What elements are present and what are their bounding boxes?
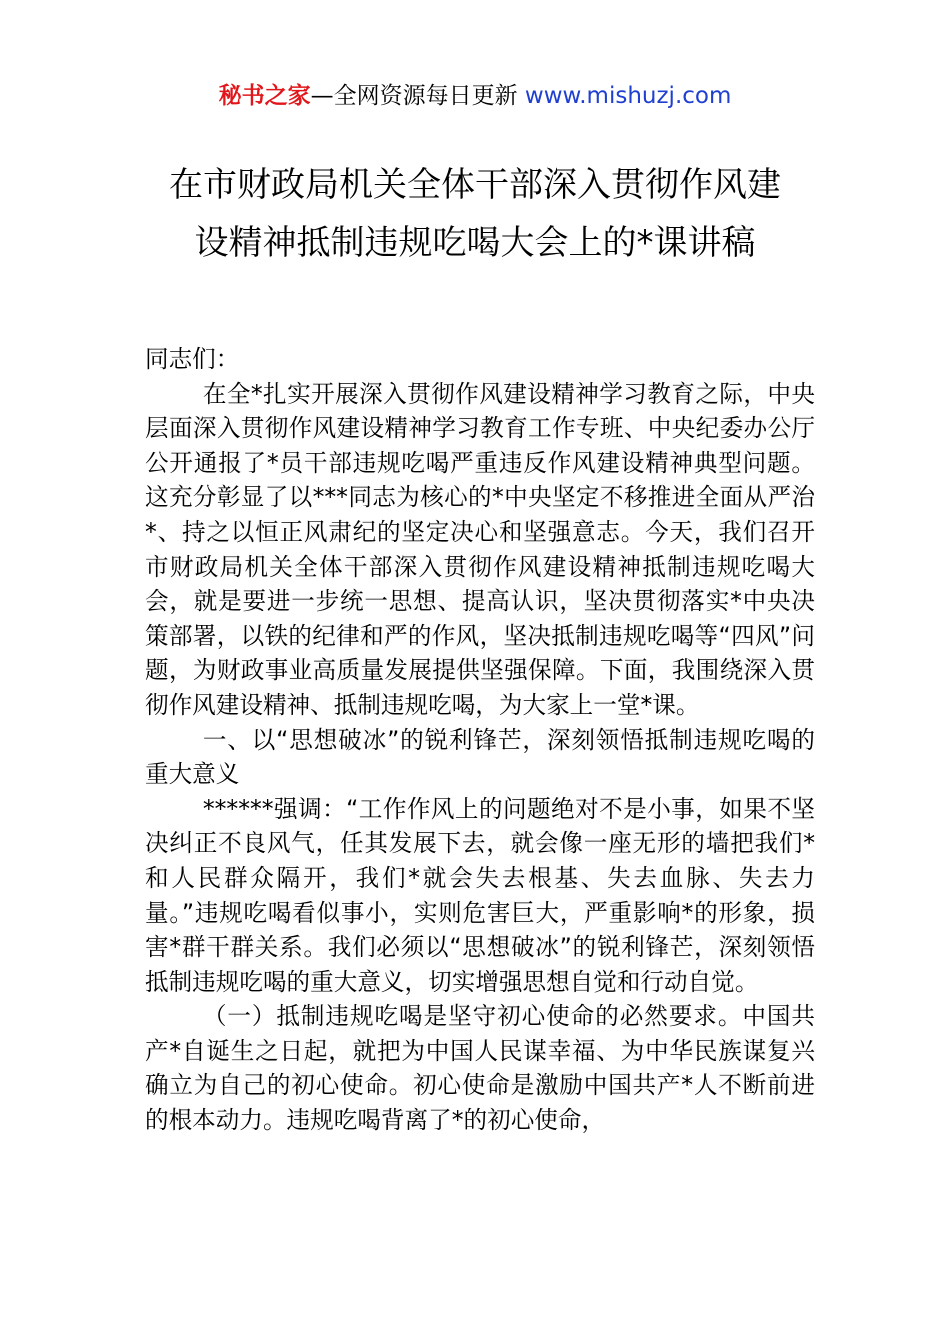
section-heading-1: 一、以“思想破冰”的锐利锋芒，深刻领悟抵制违规吃喝的重大意义 <box>145 725 815 789</box>
paragraph-intro: 在全*扎实开展深入贯彻作风建设精神学习教育之际，中央层面深入贯彻作风建设精神学习教育工作专班、中央纪委办公厅公开通报了*员干部违规吃喝严重违反作风建设精神典型问题。这充分彰显了以***同志为核心的*中央坚定不移推进全面从严治*、持之以恒正风肃纪的坚定决心和坚强意志。今天，我们召开市财政局机关全体干部深入贯彻作风建设精神抵制违规吃喝大会，就是要进一步统一思想、提高认识，坚决贯彻落实*中央决策部署，以铁的纪律和严的作风，坚决抵制违规吃喝等“四风”问题，为财政事业高质量发展提供坚强保障。下面，我围绕深入贯彻作风建设精神、抵制违规吃喝，为大家上一堂*课。 <box>145 379 815 719</box>
site-tagline: —全网资源每日更新 <box>310 83 518 109</box>
site-brand: 秘书之家 <box>218 83 311 109</box>
title-line-2: 设精神抵制违规吃喝大会上的*课讲稿 <box>194 223 756 263</box>
paragraph-quote: ******强调：“工作作风上的问题绝对不是小事，如果不坚决纠正不良风气，任其发展下去，就会像一座无形的墙把我们*和人民群众隔开，我们*就会失去根基、失去血脉、失去力量。”违规吃喝看似事小，实则危害巨大，严重影响*的形象，损害*群干群关系。我们必须以“思想破冰”的锐利锋芒，深刻领悟抵制违规吃喝的重大意义，切实增强思想自觉和行动自觉。 <box>145 794 815 996</box>
paragraph-subsection-1: （一）抵制违规吃喝是坚守初心使命的必然要求。中国共产*自诞生之日起，就把为中国人民谋幸福、为中华民族谋复兴确立为自己的初心使命。初心使命是激励中国共产*人不断前进的根本动力。违规吃喝背离了*的初心使命， <box>145 1002 815 1135</box>
document-title <box>120 156 830 272</box>
title-line-1: 在市财政局机关全体干部深入贯彻作风建 <box>169 165 781 205</box>
salutation: 同志们： <box>145 345 240 373</box>
site-header <box>0 80 950 112</box>
site-url-link[interactable]: www.mishuzj.com <box>524 83 732 109</box>
document-body <box>145 342 815 1138</box>
